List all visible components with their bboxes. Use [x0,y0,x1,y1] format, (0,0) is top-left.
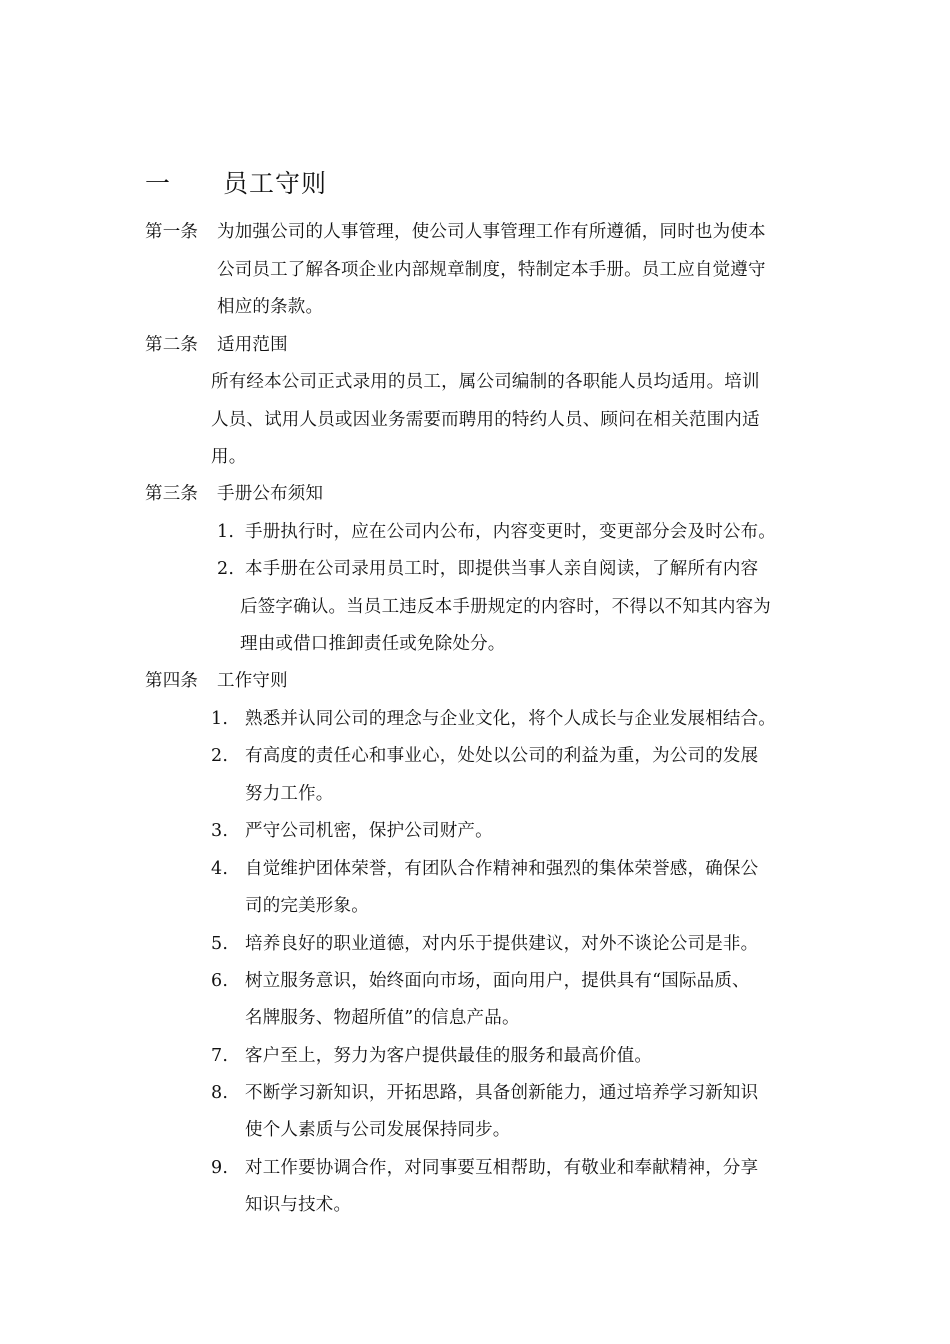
article-2-heading: 适用范围 [217,335,288,355]
list-item-number: 1. [211,709,229,729]
list-item-number: 5. [211,934,229,954]
list-item-text: 熟悉并认同公司的理念与企业文化，将个人成长与企业发展相结合。 [245,709,776,729]
list-item-text: 严守公司机密，保护公司财产。 [245,821,493,841]
article-1-line: 为加强公司的人事管理，使公司人事管理工作有所遵循，同时也为使本 [217,222,766,242]
list-item-text: 自觉维护团体荣誉，有团队合作精神和强烈的集体荣誉感，确保公 [245,859,759,879]
article-3-label: 第三条 [145,484,199,504]
article-1-label: 第一条 [145,222,199,242]
list-item-text: 有高度的责任心和事业心，处处以公司的利益为重，为公司的发展 [245,746,759,766]
article-2-line: 人员、试用人员或因业务需要而聘用的特约人员、顾问在相关范围内适 [211,410,760,430]
list-item-text: 理由或借口推卸责任或免除处分。 [240,634,506,654]
article-3-heading: 手册公布须知 [217,484,324,504]
list-item-number: 4. [211,859,229,879]
list-item-text: 树立服务意识，始终面向市场，面向用户，提供具有“国际品质、 [245,971,750,991]
list-item-number: 3. [211,821,229,841]
list-item-number: 6. [211,971,229,991]
list-item-number: 2. [211,746,229,766]
article-4-label: 第四条 [145,671,199,691]
section-title [145,166,327,202]
section-number: 一 [145,169,172,198]
article-4-heading: 工作守则 [217,671,288,691]
article-1-line: 相应的条款。 [217,297,324,317]
article-2-label: 第二条 [145,335,199,355]
list-item-text: 对工作要协调合作，对同事要互相帮助，有敬业和奉献精神，分享 [245,1158,759,1178]
list-item-text: 努力工作。 [245,784,334,804]
list-item-text: 司的完美形象。 [245,896,369,916]
article-1-line: 公司员工了解各项企业内部规章制度，特制定本手册。员工应自觉遵守 [217,260,766,280]
article-2-line: 所有经本公司正式录用的员工，属公司编制的各职能人员均适用。培训 [211,372,760,392]
list-item-text: 本手册在公司录用员工时，即提供当事人亲自阅读，了解所有内容 [245,559,759,579]
list-item-text: 不断学习新知识，开拓思路，具备创新能力，通过培养学习新知识 [245,1083,759,1103]
list-item-text: 培养良好的职业道德，对内乐于提供建议，对外不谈论公司是非。 [245,934,759,954]
list-item-text: 使个人素质与公司发展保持同步。 [245,1120,511,1140]
article-2-line: 用。 [211,447,247,467]
list-item-text: 名牌服务、物超所值”的信息产品。 [245,1008,520,1028]
list-item-text: 手册执行时，应在公司内公布，内容变更时，变更部分会及时公布。 [245,522,776,542]
list-item-text: 后签字确认。当员工违反本手册规定的内容时，不得以不知其内容为 [240,597,771,617]
list-item-text: 客户至上，努力为客户提供最佳的服务和最高价值。 [245,1046,653,1066]
list-item-number: 9. [211,1158,229,1178]
list-item-number: 8. [211,1083,229,1103]
list-item-number: 7. [211,1046,229,1066]
list-item-text: 知识与技术。 [245,1195,352,1215]
list-item-number: 2. [217,559,235,579]
section-title-text: 员工守则 [223,169,328,198]
list-item-number: 1. [217,522,235,542]
